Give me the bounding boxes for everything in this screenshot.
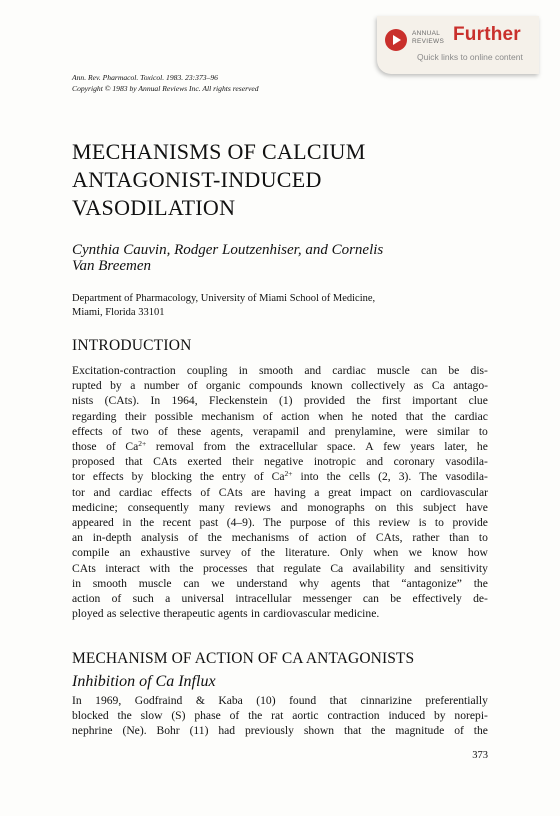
word: the xyxy=(326,470,341,484)
word: literature. xyxy=(285,546,330,560)
word: of xyxy=(112,424,122,438)
word: similar xyxy=(437,424,470,438)
word: agents xyxy=(218,607,248,621)
word: de- xyxy=(473,592,488,606)
word: the xyxy=(260,546,276,560)
word: interact xyxy=(105,561,140,575)
word: 1969, xyxy=(95,694,122,707)
word: intracellular xyxy=(235,592,292,606)
introduction-line xyxy=(72,606,488,621)
word: preferentially xyxy=(425,694,488,707)
badge-subtitle: Quick links to online content xyxy=(417,52,523,62)
mechanism-heading: MECHANISM OF ACTION OF CA ANTAGONISTS xyxy=(72,650,415,667)
journal-citation: Ann. Rev. Pharmacol. Toxicol. 1983. 23:373–96 xyxy=(72,73,218,82)
word: the xyxy=(207,531,222,545)
affiliation-line1: Department of Pharmacology, University of Miami School of Medicine, xyxy=(72,293,376,304)
word: rupted xyxy=(72,379,102,393)
word: and xyxy=(366,455,384,469)
word: (11) xyxy=(189,724,209,738)
word: from xyxy=(203,440,227,454)
word: CAts xyxy=(153,455,177,469)
word: cardiac xyxy=(332,364,366,377)
word: mechanisms xyxy=(231,531,290,545)
introduction-line xyxy=(72,500,488,515)
word: such xyxy=(132,592,154,606)
word: messenger xyxy=(302,592,352,606)
mechanism-paragraph xyxy=(72,693,488,739)
word: ployed xyxy=(72,607,104,621)
word: Fleckenstein xyxy=(209,394,268,408)
word: Kaba xyxy=(218,694,243,707)
title-line1: MECHANISMS OF CALCIUM xyxy=(72,139,366,164)
word: years xyxy=(410,440,435,454)
introduction-line xyxy=(72,454,488,469)
word: entry xyxy=(222,470,246,484)
word: Bohr xyxy=(156,724,180,738)
word: in xyxy=(72,576,82,590)
word: their xyxy=(232,455,254,469)
word: Excitation-contraction xyxy=(72,364,176,377)
word: to xyxy=(478,531,488,545)
word: had xyxy=(218,724,236,738)
introduction-paragraph xyxy=(72,363,488,621)
mechanism-subheading: Inhibition of Ca Influx xyxy=(72,673,216,690)
word: review xyxy=(378,516,411,530)
word: known xyxy=(311,379,343,393)
word: vasodila- xyxy=(445,455,488,469)
word: vasodila- xyxy=(445,470,488,484)
word: compile xyxy=(72,546,110,560)
word: slow xyxy=(140,709,163,723)
badge-brand-line2: REVIEWS xyxy=(412,37,445,45)
word: be xyxy=(448,364,460,377)
word: and xyxy=(308,424,326,438)
word: and xyxy=(93,485,111,499)
word: found xyxy=(289,694,317,707)
word: medicine; xyxy=(72,500,118,514)
word: that xyxy=(405,409,424,423)
mechanism-line xyxy=(72,693,488,708)
word: In xyxy=(150,394,161,408)
word: $Ca^{2+}$ xyxy=(125,439,147,454)
word: of xyxy=(200,485,211,499)
journal-copyright: Copyright © 1983 by Annual Reviews Inc. All rights reserved xyxy=(72,84,259,93)
word: the xyxy=(235,440,250,454)
introduction-line xyxy=(72,485,488,500)
word: effectively xyxy=(412,592,462,606)
word: the xyxy=(371,724,386,738)
word: rather xyxy=(412,531,440,545)
word: this xyxy=(353,516,371,530)
word: cardiovascular xyxy=(420,485,488,499)
word: an xyxy=(72,531,83,545)
author-affiliation xyxy=(72,292,492,320)
word: subject xyxy=(423,500,457,514)
word: of xyxy=(111,592,122,606)
word: negative xyxy=(264,455,304,469)
word: antago- xyxy=(453,379,488,393)
word: recent xyxy=(162,516,191,530)
word: norepi- xyxy=(454,709,488,723)
article-title xyxy=(72,138,492,222)
word: an xyxy=(119,546,131,560)
mechanism-line xyxy=(72,708,488,723)
word: proposed xyxy=(72,455,115,469)
word: monographs xyxy=(307,500,365,514)
word: in-depth xyxy=(92,531,132,545)
word: muscle xyxy=(376,364,410,377)
word: selective xyxy=(119,607,161,621)
title-line2: ANTAGONIST-INDUCED xyxy=(72,167,322,192)
word: clue xyxy=(468,394,488,408)
word: cardiac xyxy=(454,409,488,423)
word: the xyxy=(139,516,155,530)
word: few xyxy=(383,440,401,454)
introduction-line xyxy=(72,515,488,530)
word: coronary xyxy=(393,455,435,469)
annual-reviews-further-badge[interactable] xyxy=(377,16,539,74)
word: in xyxy=(122,516,132,530)
word: of xyxy=(188,531,198,545)
word: blocked xyxy=(72,709,109,723)
mechanism-line xyxy=(72,723,488,738)
word: verapamil xyxy=(252,424,300,438)
word: the xyxy=(199,470,215,484)
word: the xyxy=(179,561,194,575)
word: by xyxy=(131,470,144,484)
word: that xyxy=(125,455,143,469)
journal-header xyxy=(72,72,259,94)
word: coupling xyxy=(186,364,228,377)
word: Ca xyxy=(330,561,344,575)
word: that xyxy=(329,694,347,707)
word: space. xyxy=(326,440,356,454)
annual-reviews-logo-icon xyxy=(385,29,407,51)
word: these xyxy=(177,424,202,438)
word: Ca xyxy=(431,379,445,393)
word: consequently xyxy=(127,500,189,514)
word: nists xyxy=(72,394,94,408)
word: of xyxy=(158,424,168,438)
word: cinnarizine xyxy=(360,694,412,707)
word: in xyxy=(238,364,248,377)
word: shown xyxy=(303,724,335,738)
word: later, xyxy=(444,440,468,454)
word: first xyxy=(382,394,401,408)
word: phase xyxy=(194,709,221,723)
word: we xyxy=(408,546,422,560)
affiliation-line2: Miami, Florida 33101 xyxy=(72,307,165,318)
word: (1) xyxy=(278,394,293,408)
introduction-line xyxy=(72,393,488,408)
word: agents, xyxy=(210,424,244,438)
word: sensitivity xyxy=(440,561,488,575)
word: exerted xyxy=(187,455,222,469)
word: availability xyxy=(352,561,405,575)
word: and xyxy=(414,561,431,575)
introduction-line xyxy=(72,576,488,591)
word: the xyxy=(431,409,446,423)
introduction-line xyxy=(72,439,488,454)
word: appeared xyxy=(72,516,114,530)
word: great xyxy=(328,485,352,499)
word: magnitude xyxy=(395,724,445,738)
word: in xyxy=(250,607,260,621)
word: inotropic xyxy=(313,455,356,469)
word: previously xyxy=(244,724,294,738)
word: collectively xyxy=(351,379,406,393)
word: universal xyxy=(181,592,225,606)
word: the xyxy=(473,576,488,590)
introduction-line xyxy=(72,561,488,576)
word: smooth xyxy=(92,576,127,590)
word: this xyxy=(396,500,414,514)
word: that xyxy=(372,576,390,590)
word: by xyxy=(433,709,446,723)
word: the xyxy=(248,709,263,723)
word: important xyxy=(412,394,458,408)
word: (Ne). xyxy=(122,724,147,738)
word: effects xyxy=(72,424,103,438)
word: to xyxy=(434,516,444,530)
word: can xyxy=(183,576,200,590)
word: blocking xyxy=(151,470,192,484)
word: with xyxy=(149,561,171,575)
word: be xyxy=(390,592,402,606)
word: a xyxy=(165,592,171,606)
word: regarding xyxy=(72,409,117,423)
introduction-line xyxy=(72,363,488,378)
word: The xyxy=(419,470,438,484)
page-number: 373 xyxy=(472,750,488,761)
word: muscle xyxy=(138,576,172,590)
word: having xyxy=(274,485,306,499)
word: organic xyxy=(205,379,241,393)
word: the xyxy=(473,724,488,738)
word: impact xyxy=(359,485,392,499)
word: of xyxy=(187,379,198,393)
word: The xyxy=(263,516,282,530)
word: smooth xyxy=(258,364,294,377)
introduction-line xyxy=(72,424,488,439)
word: as xyxy=(413,379,424,393)
word: of xyxy=(356,531,367,545)
article-authors xyxy=(72,242,492,274)
word: of xyxy=(106,440,116,454)
word: dis- xyxy=(470,364,488,377)
word: by xyxy=(110,379,122,393)
authors-line1: Cynthia Cauvin, Rodger Loutzenhiser, and Cornelis xyxy=(72,242,384,258)
word: survey xyxy=(200,546,232,560)
word: Only xyxy=(339,546,364,560)
word: $Ca^{2+}$ xyxy=(271,469,293,484)
introduction-heading: INTRODUCTION xyxy=(72,337,192,354)
word: understand xyxy=(236,576,288,590)
word: cells xyxy=(348,470,371,484)
word: medicine. xyxy=(333,607,380,621)
word: analysis xyxy=(141,531,179,545)
word: a xyxy=(314,485,320,499)
word: when xyxy=(318,409,344,423)
word: as xyxy=(106,607,117,621)
word: In xyxy=(72,694,82,707)
word: regulate xyxy=(283,561,321,575)
word: when xyxy=(373,546,399,560)
badge-brand-line1: ANNUAL xyxy=(412,30,441,37)
word: compounds xyxy=(249,379,303,393)
word: contraction xyxy=(327,709,380,723)
word: their xyxy=(125,409,147,423)
word: processes xyxy=(202,561,248,575)
word: CAts, xyxy=(375,531,403,545)
word: the xyxy=(117,709,132,723)
word: possible xyxy=(154,409,193,423)
word: provided xyxy=(303,394,346,408)
word: CAts xyxy=(72,561,96,575)
word: exhaustive xyxy=(140,546,191,560)
word: removal xyxy=(155,440,194,454)
word: (CAts). xyxy=(104,394,140,408)
word: therapeutic xyxy=(163,607,215,621)
word: of xyxy=(229,709,240,723)
word: on xyxy=(400,485,412,499)
word: past xyxy=(199,516,219,530)
word: of xyxy=(335,516,345,530)
introduction-line xyxy=(72,545,488,560)
word: he xyxy=(476,440,488,454)
word: 1964, xyxy=(171,394,198,408)
word: of xyxy=(241,546,251,560)
word: reviews xyxy=(234,500,271,514)
badge-further-label: Further xyxy=(453,24,521,45)
word: many xyxy=(198,500,225,514)
word: (10) xyxy=(256,694,276,707)
authors-line2: Van Breemen xyxy=(72,258,151,274)
word: into xyxy=(300,470,319,484)
word: number xyxy=(143,379,180,393)
word: purpose xyxy=(289,516,327,530)
word: action xyxy=(318,531,347,545)
word: action xyxy=(72,592,101,606)
title-line3: VASODILATION xyxy=(72,195,236,220)
word: agents xyxy=(330,576,361,590)
word: how xyxy=(467,546,488,560)
introduction-line xyxy=(72,469,488,484)
word: induced xyxy=(388,709,426,723)
introduction-line xyxy=(72,591,488,606)
word: & xyxy=(195,694,205,707)
word: on xyxy=(374,500,387,514)
word: the xyxy=(356,394,371,408)
word: can xyxy=(362,592,379,606)
word: are xyxy=(251,485,266,499)
word: CAts xyxy=(218,485,243,499)
introduction-line xyxy=(72,530,488,545)
word: were xyxy=(405,424,428,438)
word: rat xyxy=(271,709,284,723)
word: tor xyxy=(72,485,85,499)
word: to xyxy=(478,424,488,438)
word: Godfraind xyxy=(134,694,183,707)
word: he xyxy=(351,409,363,423)
word: know xyxy=(432,546,458,560)
word: A xyxy=(365,440,374,454)
word: 3). xyxy=(398,470,412,484)
word: action xyxy=(281,409,310,423)
word: that xyxy=(344,724,362,738)
word: of xyxy=(298,531,309,545)
introduction-line xyxy=(72,409,488,424)
word: why xyxy=(299,576,320,590)
introduction-line xyxy=(72,378,488,393)
word: two xyxy=(131,424,149,438)
word: cardiovascular xyxy=(263,607,331,621)
word: those xyxy=(72,440,97,454)
word: cardiac xyxy=(118,485,153,499)
word: a xyxy=(130,379,136,393)
word: nephrine xyxy=(72,724,113,738)
word: noted xyxy=(371,409,398,423)
word: “antagonize” xyxy=(401,576,462,590)
word: effects xyxy=(92,470,124,484)
word: extracellular xyxy=(259,440,318,454)
word: aortic xyxy=(292,709,319,723)
word: that xyxy=(256,561,275,575)
word: (2, xyxy=(378,470,391,484)
word: (S) xyxy=(171,709,186,723)
word: and xyxy=(280,500,298,514)
word: is xyxy=(418,516,427,530)
word: mechanism xyxy=(201,409,255,423)
word: of xyxy=(454,724,464,738)
word: can xyxy=(421,364,438,377)
word: effects xyxy=(161,485,192,499)
word: of xyxy=(253,470,264,484)
word: we xyxy=(211,576,225,590)
word: prenylamine, xyxy=(334,424,396,438)
word: have xyxy=(466,500,488,514)
word: of xyxy=(262,409,273,423)
word: than xyxy=(449,531,470,545)
word: (4–9). xyxy=(226,516,255,530)
badge-brand xyxy=(412,30,452,45)
word: provide xyxy=(452,516,488,530)
word: and xyxy=(304,364,322,377)
word: tor xyxy=(72,470,85,484)
